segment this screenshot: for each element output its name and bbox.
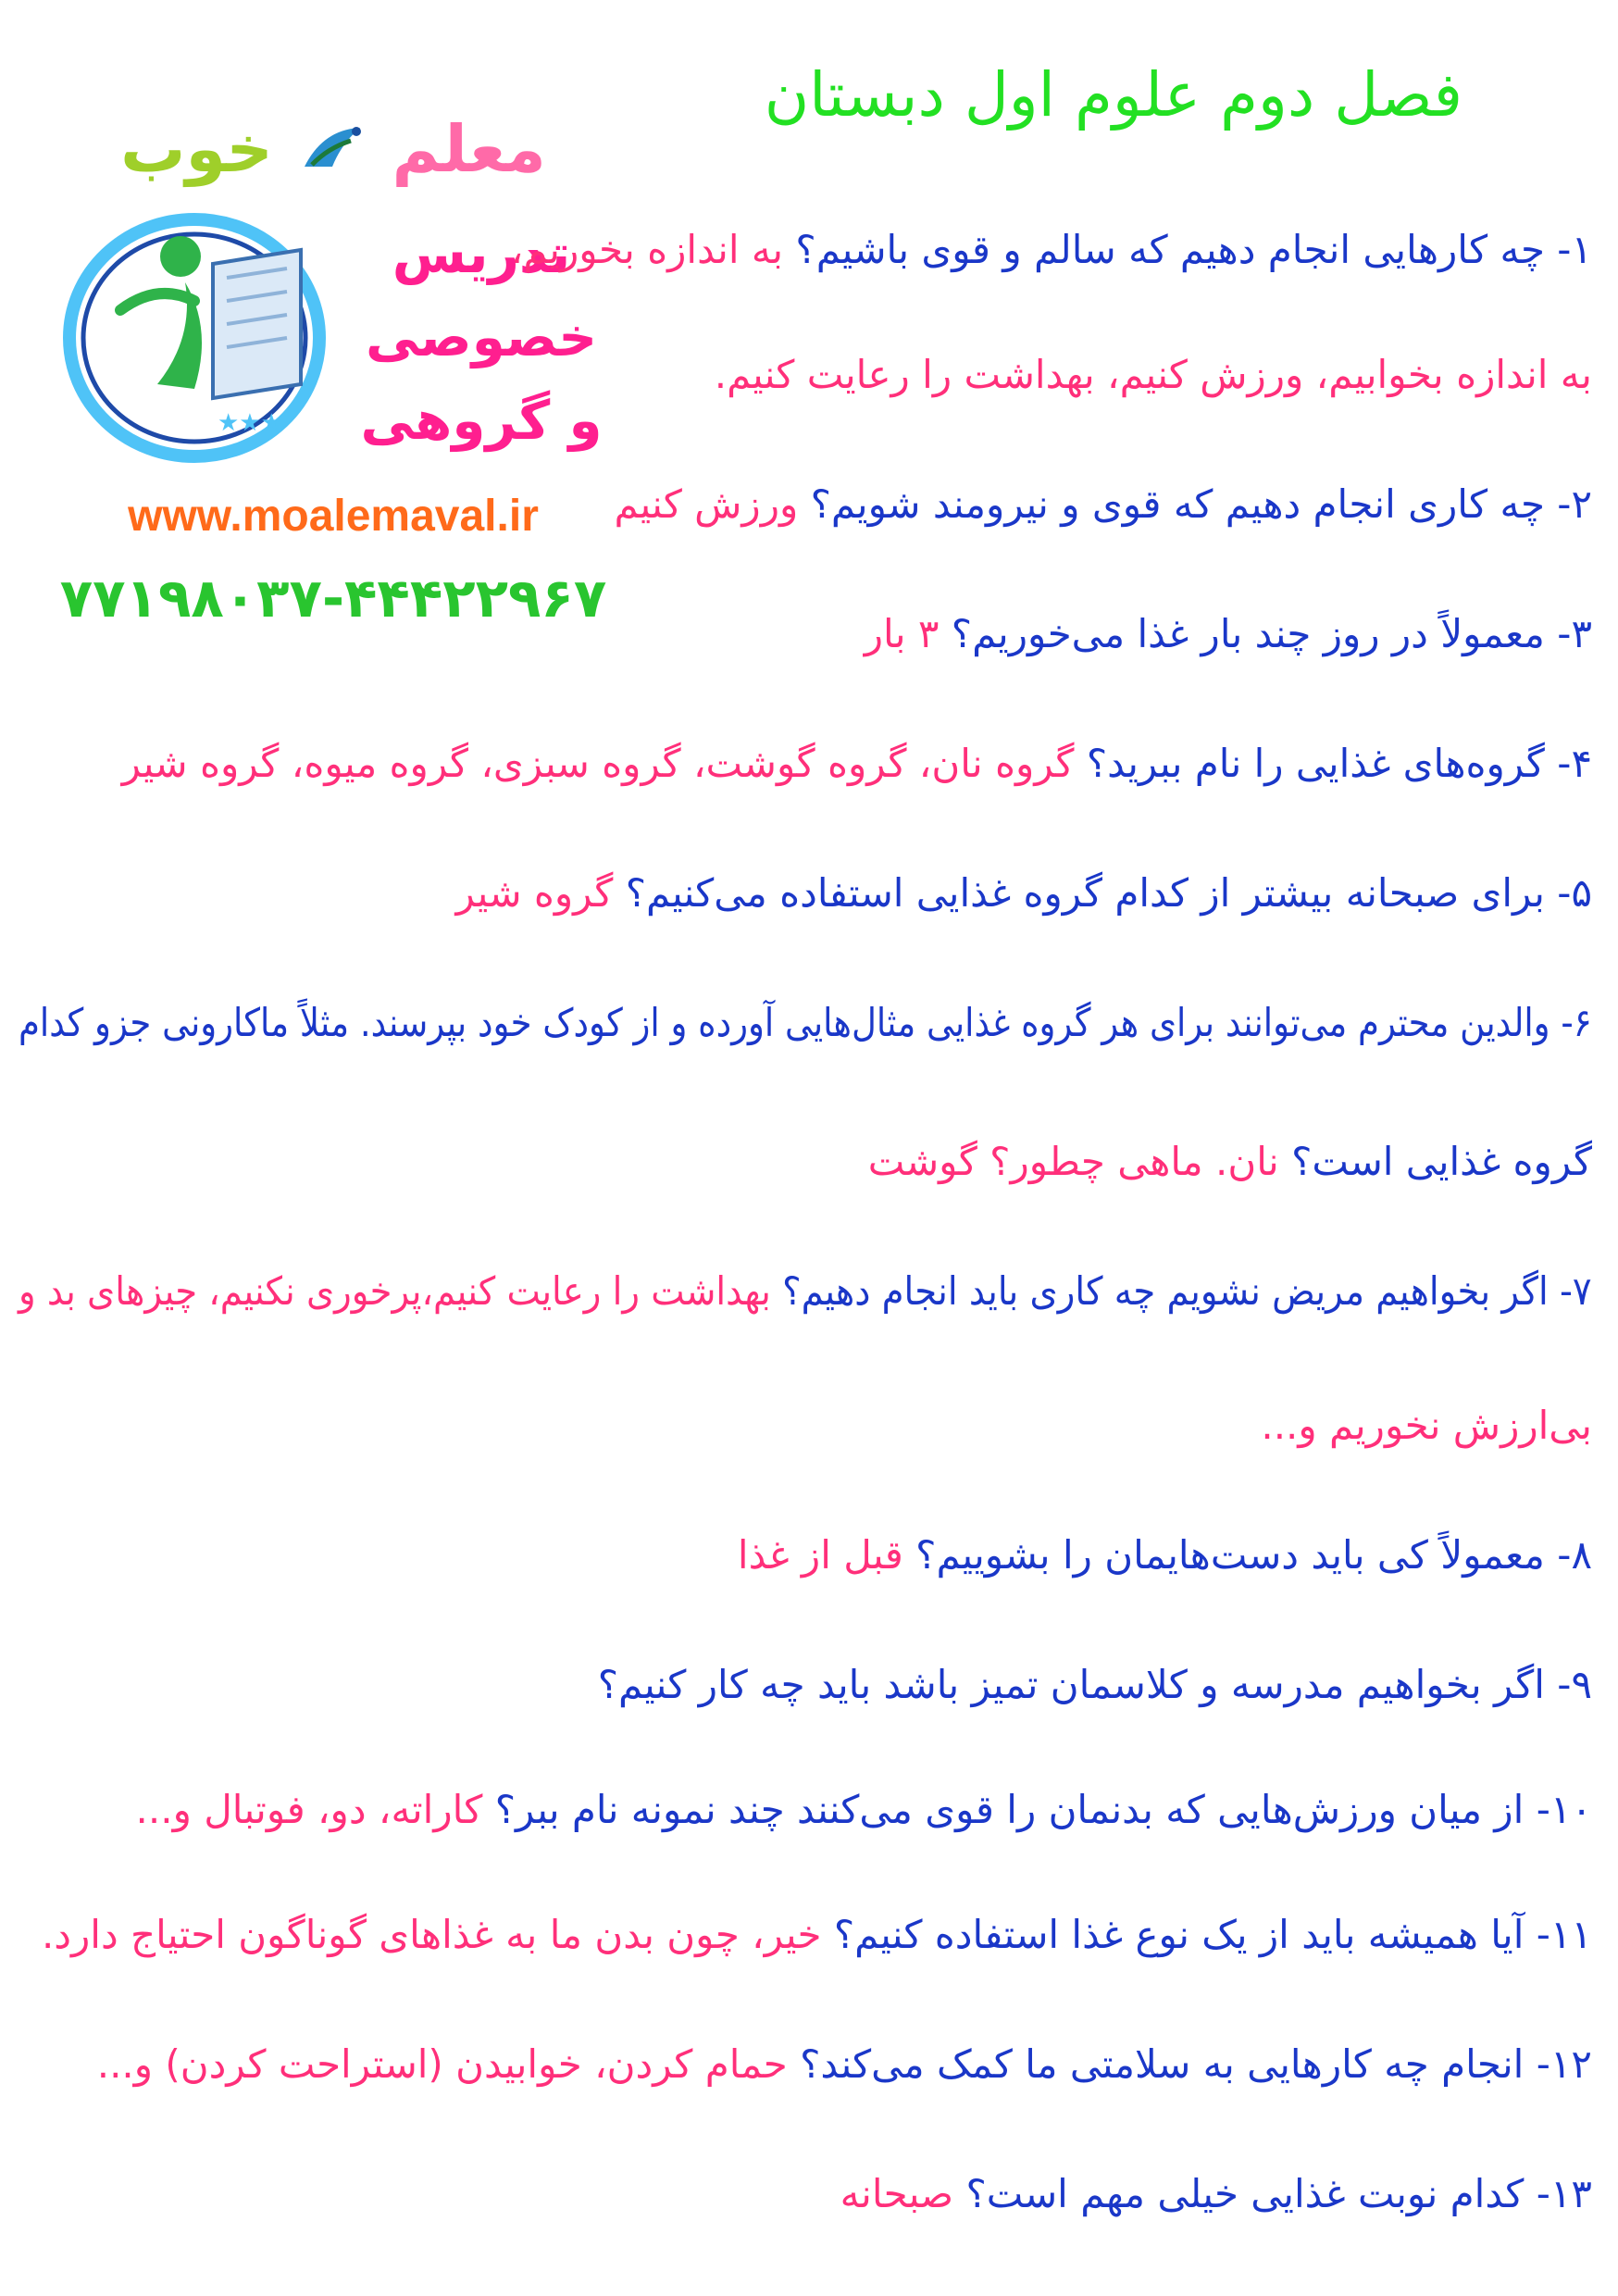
answer: حمام کردن، خوابیدن (استراحت کردن) و... xyxy=(96,2041,801,2087)
logo-line-2: خصوصی xyxy=(365,306,598,368)
line-2 xyxy=(715,347,1592,403)
logo-website: www.moalemaval.ir xyxy=(128,492,539,541)
question: ۸- معمولاً کی باید دست‌هایمان را بشوییم؟ xyxy=(915,1532,1592,1578)
line-7 xyxy=(19,995,1592,1051)
logo-line-3: و گروهی xyxy=(360,389,603,452)
question: ۱۰- از میان ورزش‌هایی که بدنمان را قوی می‌کنند چند نمونه نام ببر؟ xyxy=(494,1787,1592,1832)
logo-name xyxy=(37,111,629,192)
answer: گروه شیر xyxy=(455,870,626,916)
answer: کاراته، دو، فوتبال و... xyxy=(135,1787,495,1832)
answer: قبل از غذا xyxy=(737,1532,916,1578)
svg-text:★★★: ★★★ xyxy=(218,409,282,437)
line-13 xyxy=(136,1782,1592,1838)
line-10 xyxy=(1261,1398,1592,1454)
line-14 xyxy=(42,1907,1592,1963)
line-16 xyxy=(840,2166,1592,2222)
line-15 xyxy=(97,2037,1592,2092)
page-title: فصل دوم علوم اول دبستان xyxy=(764,59,1462,131)
answer: به اندازه بخوابیم، ورزش کنیم، بهداشت را رعایت کنیم. xyxy=(714,352,1592,397)
question: ۵- برای صبحانه بیشتر از کدام گروه غذایی استفاده می‌کنیم؟ xyxy=(625,870,1592,916)
question: ۹- اگر بخواهیم مدرسه و کلاسمان تمیز باشد باید چه کار کنیم؟ xyxy=(597,1662,1592,1707)
question: ۷- اگر بخواهیم مریض نشویم چه کاری باید انجام دهیم؟ xyxy=(782,1268,1592,1314)
answer: بی‌ارزش نخوریم و... xyxy=(1261,1403,1592,1448)
answer: گروه نان، گروه گوشت، گروه سبزی، گروه میوه، گروه شیر xyxy=(121,741,1087,786)
answer: ۳ بار xyxy=(864,611,952,656)
logo-badge-icon xyxy=(56,199,352,477)
bird-icon xyxy=(295,116,369,192)
answer: صبحانه xyxy=(840,2171,966,2216)
question: ۳- معمولاً در روز چند بار غذا می‌خوریم؟ xyxy=(951,611,1592,656)
logo-phone: ۷۷۱۹۸۰۳۷-۴۴۴۲۲۹۶۷ xyxy=(59,567,607,630)
question: ۱۲- انجام چه کارهایی به سلامتی ما کمک می‌کند؟ xyxy=(800,2041,1592,2087)
question: ۱۳- کدام نوبت غذایی خیلی مهم است؟ xyxy=(965,2171,1592,2216)
line-1 xyxy=(511,222,1592,278)
line-4 xyxy=(865,606,1592,662)
answer: نان. ماهی چطور؟ گوشت xyxy=(867,1139,1292,1184)
logo-name-part2: خوب xyxy=(120,111,273,187)
logo-line-1: تدریس xyxy=(392,222,571,285)
logo-name-part1: معلم xyxy=(392,111,546,187)
logo xyxy=(37,111,629,630)
line-6 xyxy=(456,866,1593,921)
line-11 xyxy=(738,1528,1592,1583)
answer: به اندازه بخوریم، xyxy=(510,227,796,272)
question: ۱۱- آیا همیشه باید از یک نوع غذا استفاده کنیم؟ xyxy=(833,1912,1592,1957)
line-3 xyxy=(615,477,1592,532)
line-9 xyxy=(19,1264,1592,1319)
question: گروه غذایی است؟ xyxy=(1291,1139,1592,1184)
question: ۴- گروه‌های غذایی را نام ببرید؟ xyxy=(1086,741,1592,786)
line-5 xyxy=(122,736,1592,792)
answer: خیر، چون بدن ما به غذاهای گوناگون احتیاج دارد. xyxy=(41,1912,834,1957)
question: ۶- والدین محترم می‌توانند برای هر گروه غذایی مثال‌هایی آورده و از کودک خود بپرسند. مثلاً ماکارونی جزو کدام xyxy=(19,1000,1592,1045)
answer: ورزش کنیم xyxy=(614,481,811,527)
line-8 xyxy=(868,1134,1592,1190)
question: ۲- چه کاری انجام دهیم که قوی و نیرومند شویم؟ xyxy=(810,481,1592,527)
line-12 xyxy=(598,1657,1592,1713)
answer: بهداشت را رعایت کنیم،پرخوری نکنیم، چیزهای بد و xyxy=(19,1268,783,1314)
question: ۱- چه کارهایی انجام دهیم که سالم و قوی باشیم؟ xyxy=(795,227,1592,272)
